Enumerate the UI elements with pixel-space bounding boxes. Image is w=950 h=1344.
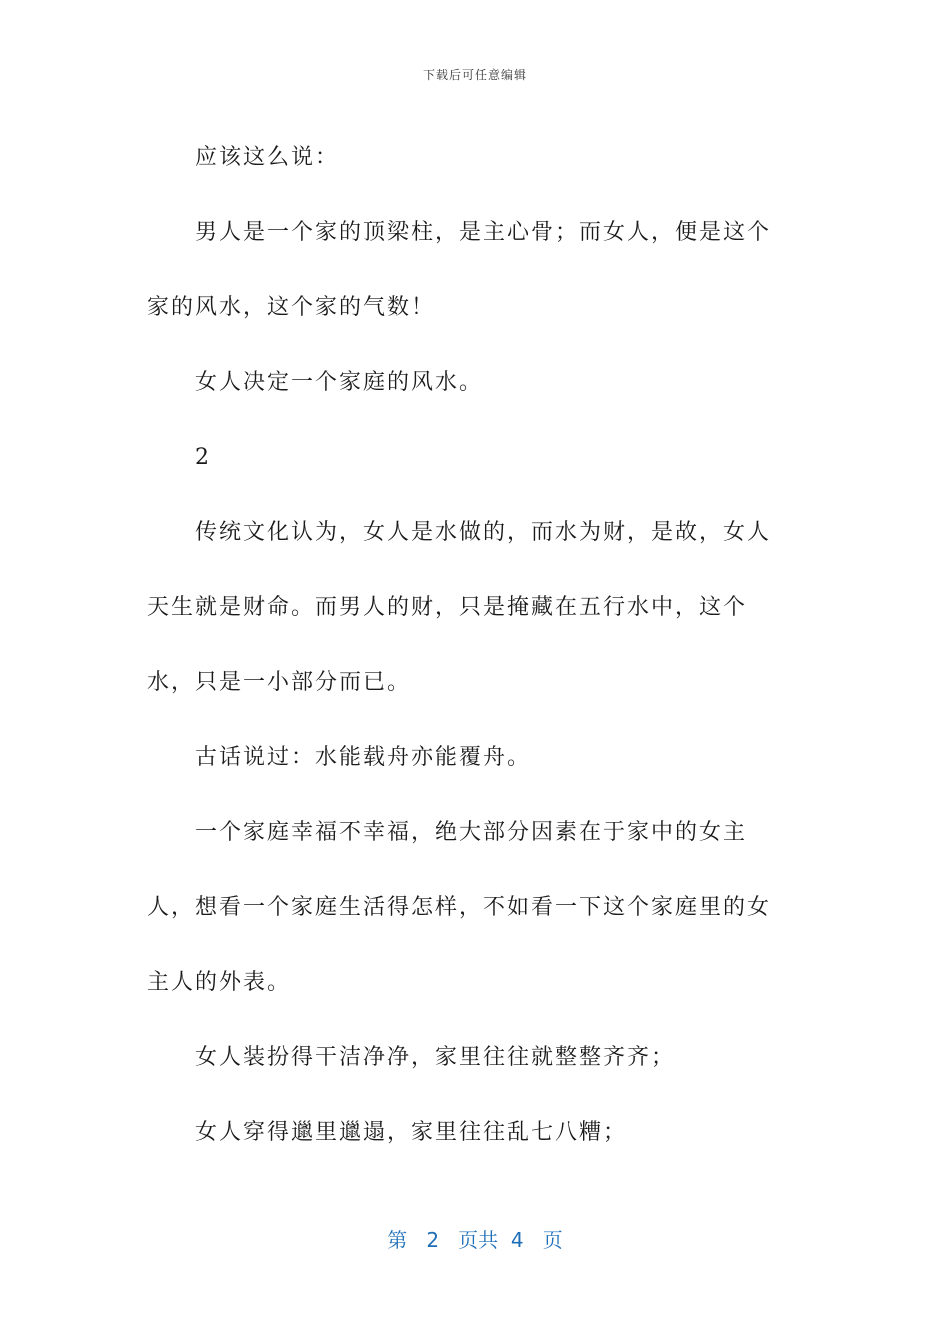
paragraph: 传统文化认为，女人是水做的，而水为财，是故，女人天生就是财命。而男人的财，只是掩藏在五行水中，这个水，只是一小部分而已。 [147,520,772,695]
section-number: 2 [195,445,211,470]
paragraph: 女人决定一个家庭的风水。 [195,370,484,395]
page-of-label: 页共 [458,1228,499,1252]
paragraph: 一个家庭幸福不幸福，绝大部分因素在于家中的女主人，想看一个家庭生活得怎样，不如看一下这个家庭里的女主人的外表。 [147,820,772,995]
paragraph: 应该这么说： [195,145,340,170]
page-footer [0,1224,950,1253]
page-label: 第 [387,1228,408,1252]
page-end-label: 页 [542,1228,563,1252]
paragraph: 男人是一个家的顶梁柱，是主心骨；而女人，便是这个家的风水，这个家的气数！ [147,220,772,320]
header-note: 下载后可任意编辑 [422,68,527,82]
paragraph: 古话说过：水能载舟亦能覆舟。 [195,745,532,770]
current-page-number: 2 [426,1228,440,1252]
paragraph: 女人装扮得干洁净净，家里往往就整整齐齐； [195,1045,676,1070]
paragraph: 女人穿得邋里邋遢，家里往往乱七八糟； [195,1120,628,1145]
total-pages-number: 4 [510,1228,524,1252]
document-body [147,120,793,1170]
